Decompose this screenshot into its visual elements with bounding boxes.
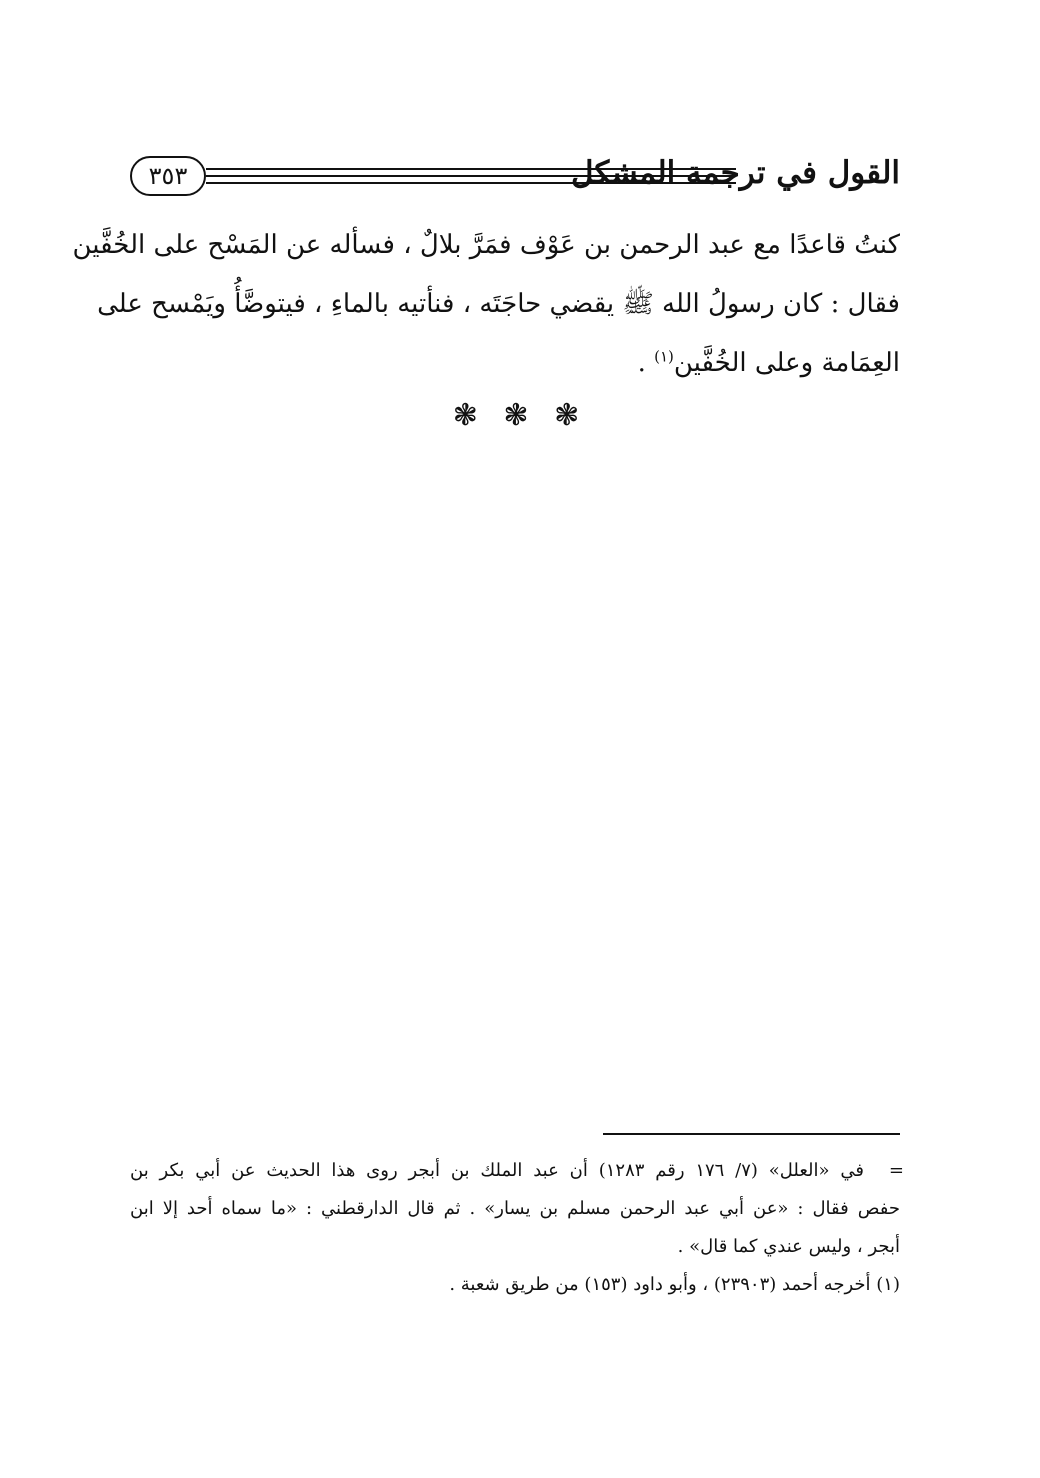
footnote-line: حفص فقال : «عن أبي عبد الرحمن مسلم بن يسار» . ثم قال الدارقطني : «ما سماه أحد إلا ابن (130, 1198, 900, 1219)
section-separator: ❃ ❃ ❃ (452, 398, 588, 433)
body-line (130, 334, 900, 393)
running-title: القول في ترجمة المشكل (571, 155, 900, 191)
body-line-text: العِمَامة وعلى الخُفَّين (673, 348, 900, 378)
body-line: فقال : كان رسولُ الله ﷺ يقضي حاجَتَه ، فنأتيه بالماءِ ، فيتوضَّأُ ويَمْسح على (97, 289, 900, 319)
footnote-reference[interactable]: (١) (654, 347, 674, 366)
footnotes (130, 1152, 904, 1304)
footnote-line: أبجر ، وليس عندي كما قال» . (677, 1236, 900, 1257)
body-line: كنتُ قاعدًا مع عبد الرحمن بن عَوْف فمَرَّ بلالٌ ، فسأله عن المَسْح على الخُفَّين (72, 230, 900, 260)
footnote-line: في «العلل» (٧/ ١٧٦ رقم ١٢٨٣) أن عبد الملك بن أبجر روى هذا الحديث عن أبي بكر بن (130, 1160, 864, 1181)
page-header (130, 150, 900, 208)
page-number: ٣٥٣ (130, 156, 206, 196)
footnote-rule (603, 1133, 900, 1135)
continuation-mark: = (888, 1160, 904, 1181)
footnote-1: (١) أخرجه أحمد (٢٣٩٠٣) ، وأبو داود (١٥٣) من طريق شعبة . (449, 1274, 900, 1295)
body-text (72, 216, 900, 393)
body-line-end: . (637, 348, 646, 378)
